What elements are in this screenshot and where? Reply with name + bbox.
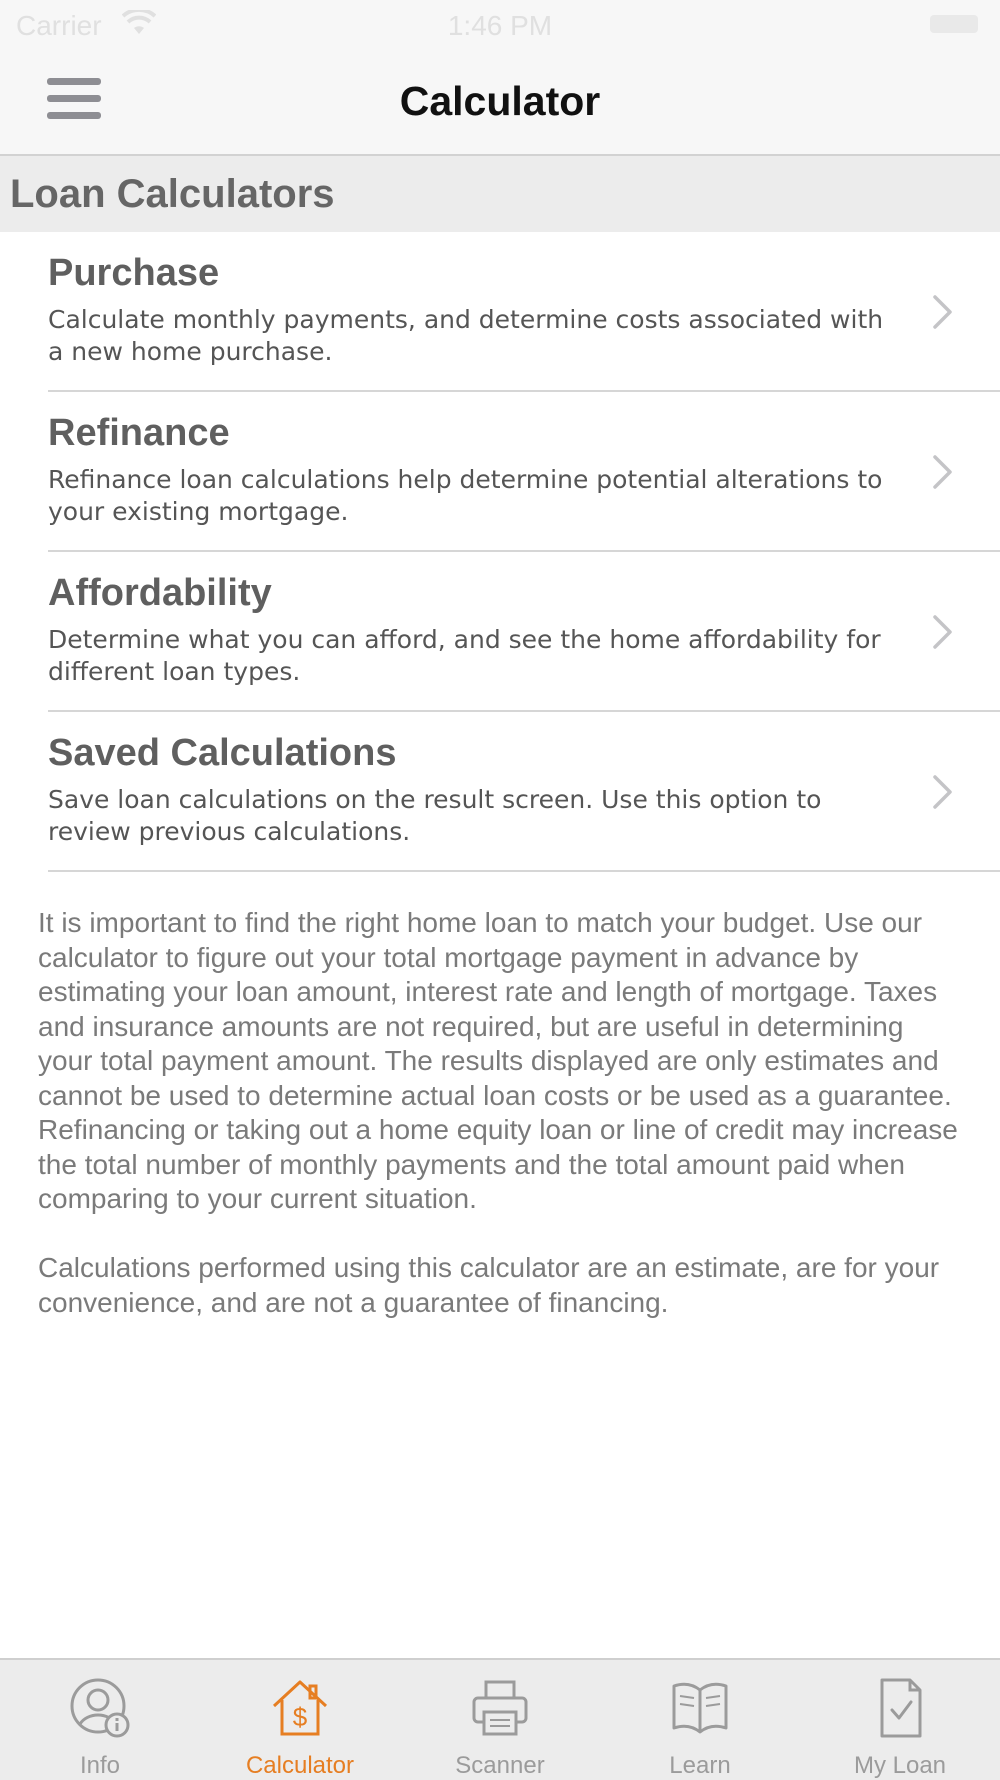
tab-info[interactable] — [0, 1660, 200, 1780]
tab-label: My Loan — [853, 1752, 947, 1779]
status-bar — [0, 0, 1000, 50]
chevron-right-icon — [932, 774, 954, 810]
book-icon — [670, 1678, 730, 1738]
navigation-bar — [0, 50, 1000, 156]
section-header-label: Loan Calculators — [10, 172, 335, 216]
document-check-icon — [870, 1678, 930, 1738]
list-item-title: Purchase — [48, 252, 220, 294]
tab-learn[interactable] — [600, 1660, 800, 1780]
list-item-title: Saved Calculations — [48, 732, 397, 774]
section-header — [0, 156, 1000, 232]
tab-label: Info — [79, 1752, 121, 1779]
list-item-description: Save loan calculations on the result screen. Use this option to review previous calculations. — [48, 785, 822, 846]
disclaimer-text — [38, 906, 963, 1355]
tab-label: Learn — [669, 1752, 731, 1779]
list-item-description: Refinance loan calculations help determine potential alterations to your existing mortgage. — [48, 465, 883, 526]
tab-calculator[interactable] — [200, 1660, 400, 1780]
list-item-refinance[interactable] — [48, 392, 1000, 552]
list-item-description: Determine what you can afford, and see the home affordability for different loan types. — [48, 625, 881, 686]
chevron-right-icon — [932, 614, 954, 650]
list-item-affordability[interactable] — [48, 552, 1000, 712]
list-item-saved-calculations[interactable] — [48, 712, 1000, 872]
calculator-list — [0, 232, 1000, 872]
disclaimer-paragraph: Calculations performed using this calculator are an estimate, are for your convenience, and are not a guarantee of financing. — [38, 1252, 940, 1318]
info-user-icon — [70, 1678, 130, 1738]
house-dollar-icon — [270, 1678, 330, 1738]
carrier-label: Carrier — [16, 10, 102, 41]
chevron-right-icon — [932, 294, 954, 330]
tab-bar — [0, 1658, 1000, 1780]
chevron-right-icon — [932, 454, 954, 490]
clock-label: 1:46 PM — [447, 10, 553, 41]
svg-text:$: $ — [292, 1702, 308, 1732]
tab-label: Calculator — [245, 1752, 355, 1779]
tab-label: Scanner — [455, 1752, 545, 1779]
tab-my-loan[interactable] — [800, 1660, 1000, 1780]
page-title: Calculator — [399, 78, 601, 124]
list-item-title: Affordability — [48, 572, 272, 614]
printer-icon — [470, 1678, 530, 1738]
tab-scanner[interactable] — [400, 1660, 600, 1780]
disclaimer-paragraph: It is important to find the right home loan to match your budget. Use our calculator to figure out your total mortgage payment in advance by estimating your loan amount, interest rate and length of mortgage. Taxes and insurance amounts are not required, but are useful in determining your total payment amount. The results displayed are only estimates and cannot be used to determine actual loan costs or be used as a guarantee. Refinancing or taking out a home equity loan or line of credit may increase the total number of monthly payments and the total amount paid when comparing to your current situation. — [38, 907, 958, 1214]
list-item-description: Calculate monthly payments, and determine costs associated with a new home purchase. — [48, 305, 884, 366]
list-item-title: Refinance — [48, 412, 230, 454]
battery-icon — [930, 15, 978, 33]
list-item-purchase[interactable] — [48, 232, 1000, 392]
